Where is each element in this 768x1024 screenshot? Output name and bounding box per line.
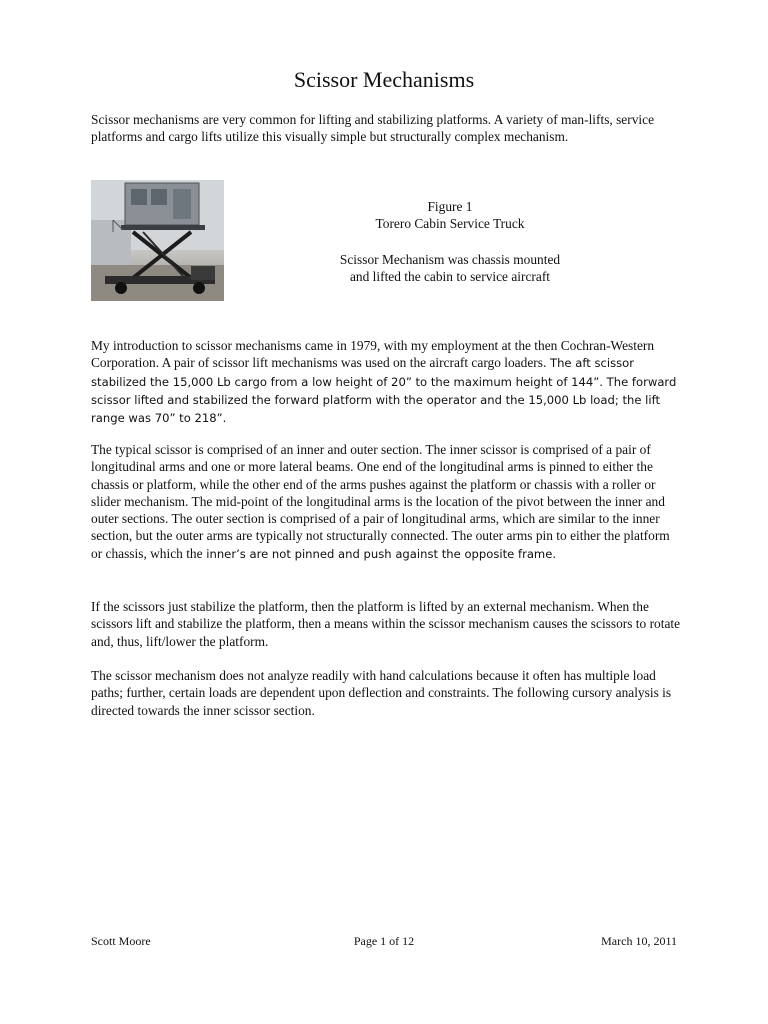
paragraph-introduction-text-a: My introduction to scissor mechanisms came in 1979, with my employment at the then Cochran-Western Corporation. A pair of scissor lift mechanisms was used on the aircraft cargo loaders. (91, 338, 655, 371)
torero-truck-photo (91, 180, 224, 301)
truck-illustration (91, 180, 224, 301)
intro-paragraph: Scissor mechanisms are very common for lifting and stabilizing platforms. A variety of man-lifts, service platforms and cargo lifts utilize this visually simple but structurally complex mechanism. (91, 112, 655, 145)
figure-description-line2: and lifted the cabin to service aircraft (349, 269, 551, 284)
footer-page-number: Page 1 of 12 (353, 934, 415, 948)
figure-description-line1: Scissor Mechanism was chassis mounted (339, 252, 561, 267)
paragraph-introduction (91, 337, 683, 427)
paragraph-introduction-text-b: The aft scissor stabilized the 15,000 Lb cargo from a low height of 20” to the maximum height of 144”. The forward scissor lifted and stabilized the forward platform with the operator and the 15,000 Lb load; the lift range was 70” to 218”. (91, 356, 677, 426)
paragraph-typical-scissor (91, 441, 683, 563)
footer-author: Scott Moore (91, 934, 151, 948)
page-title: Scissor Mechanisms (293, 67, 475, 92)
figure-title: Torero Cabin Service Truck (375, 216, 525, 231)
footer-date: March 10, 2011 (601, 934, 677, 948)
figure-number: Figure 1 (427, 199, 473, 214)
paragraph-analysis: The scissor mechanism does not analyze readily with hand calculations because it often has multiple load paths; further, certain loads are dependent upon deflection and constraints. The following cursory analysis is directed towards the inner scissor section. (91, 668, 672, 718)
paragraph-stabilize: If the scissors just stabilize the platform, then the platform is lifted by an external mechanism. When the scissors lift and stabilize the platform, then a means within the scissor mechanism causes the scissors to rotate and, thus, lift/lower the platform. (91, 599, 681, 649)
paragraph-typical-scissor-text-b: inner’s are not pinned and push against the opposite frame. (202, 546, 557, 561)
paragraph-typical-scissor-text-a: The typical scissor is comprised of an inner and outer section. The inner scissor is comprised of a pair of longitudinal arms and one or more lateral beams. One end of the longitudinal arms is pinned to either the chassis or platform, while the other end of the arms pushes against the platform or chassis with a roller or slider mechanism. The mid-point of the longitudinal arms is the location of the pivot between the inner and outer sections. The outer section is comprised of a pair of longitudinal arms, which are similar to the inner section, but the outer arms are typically not structurally connected. The outer arms pin to either the platform or chassis, which the (91, 442, 670, 561)
